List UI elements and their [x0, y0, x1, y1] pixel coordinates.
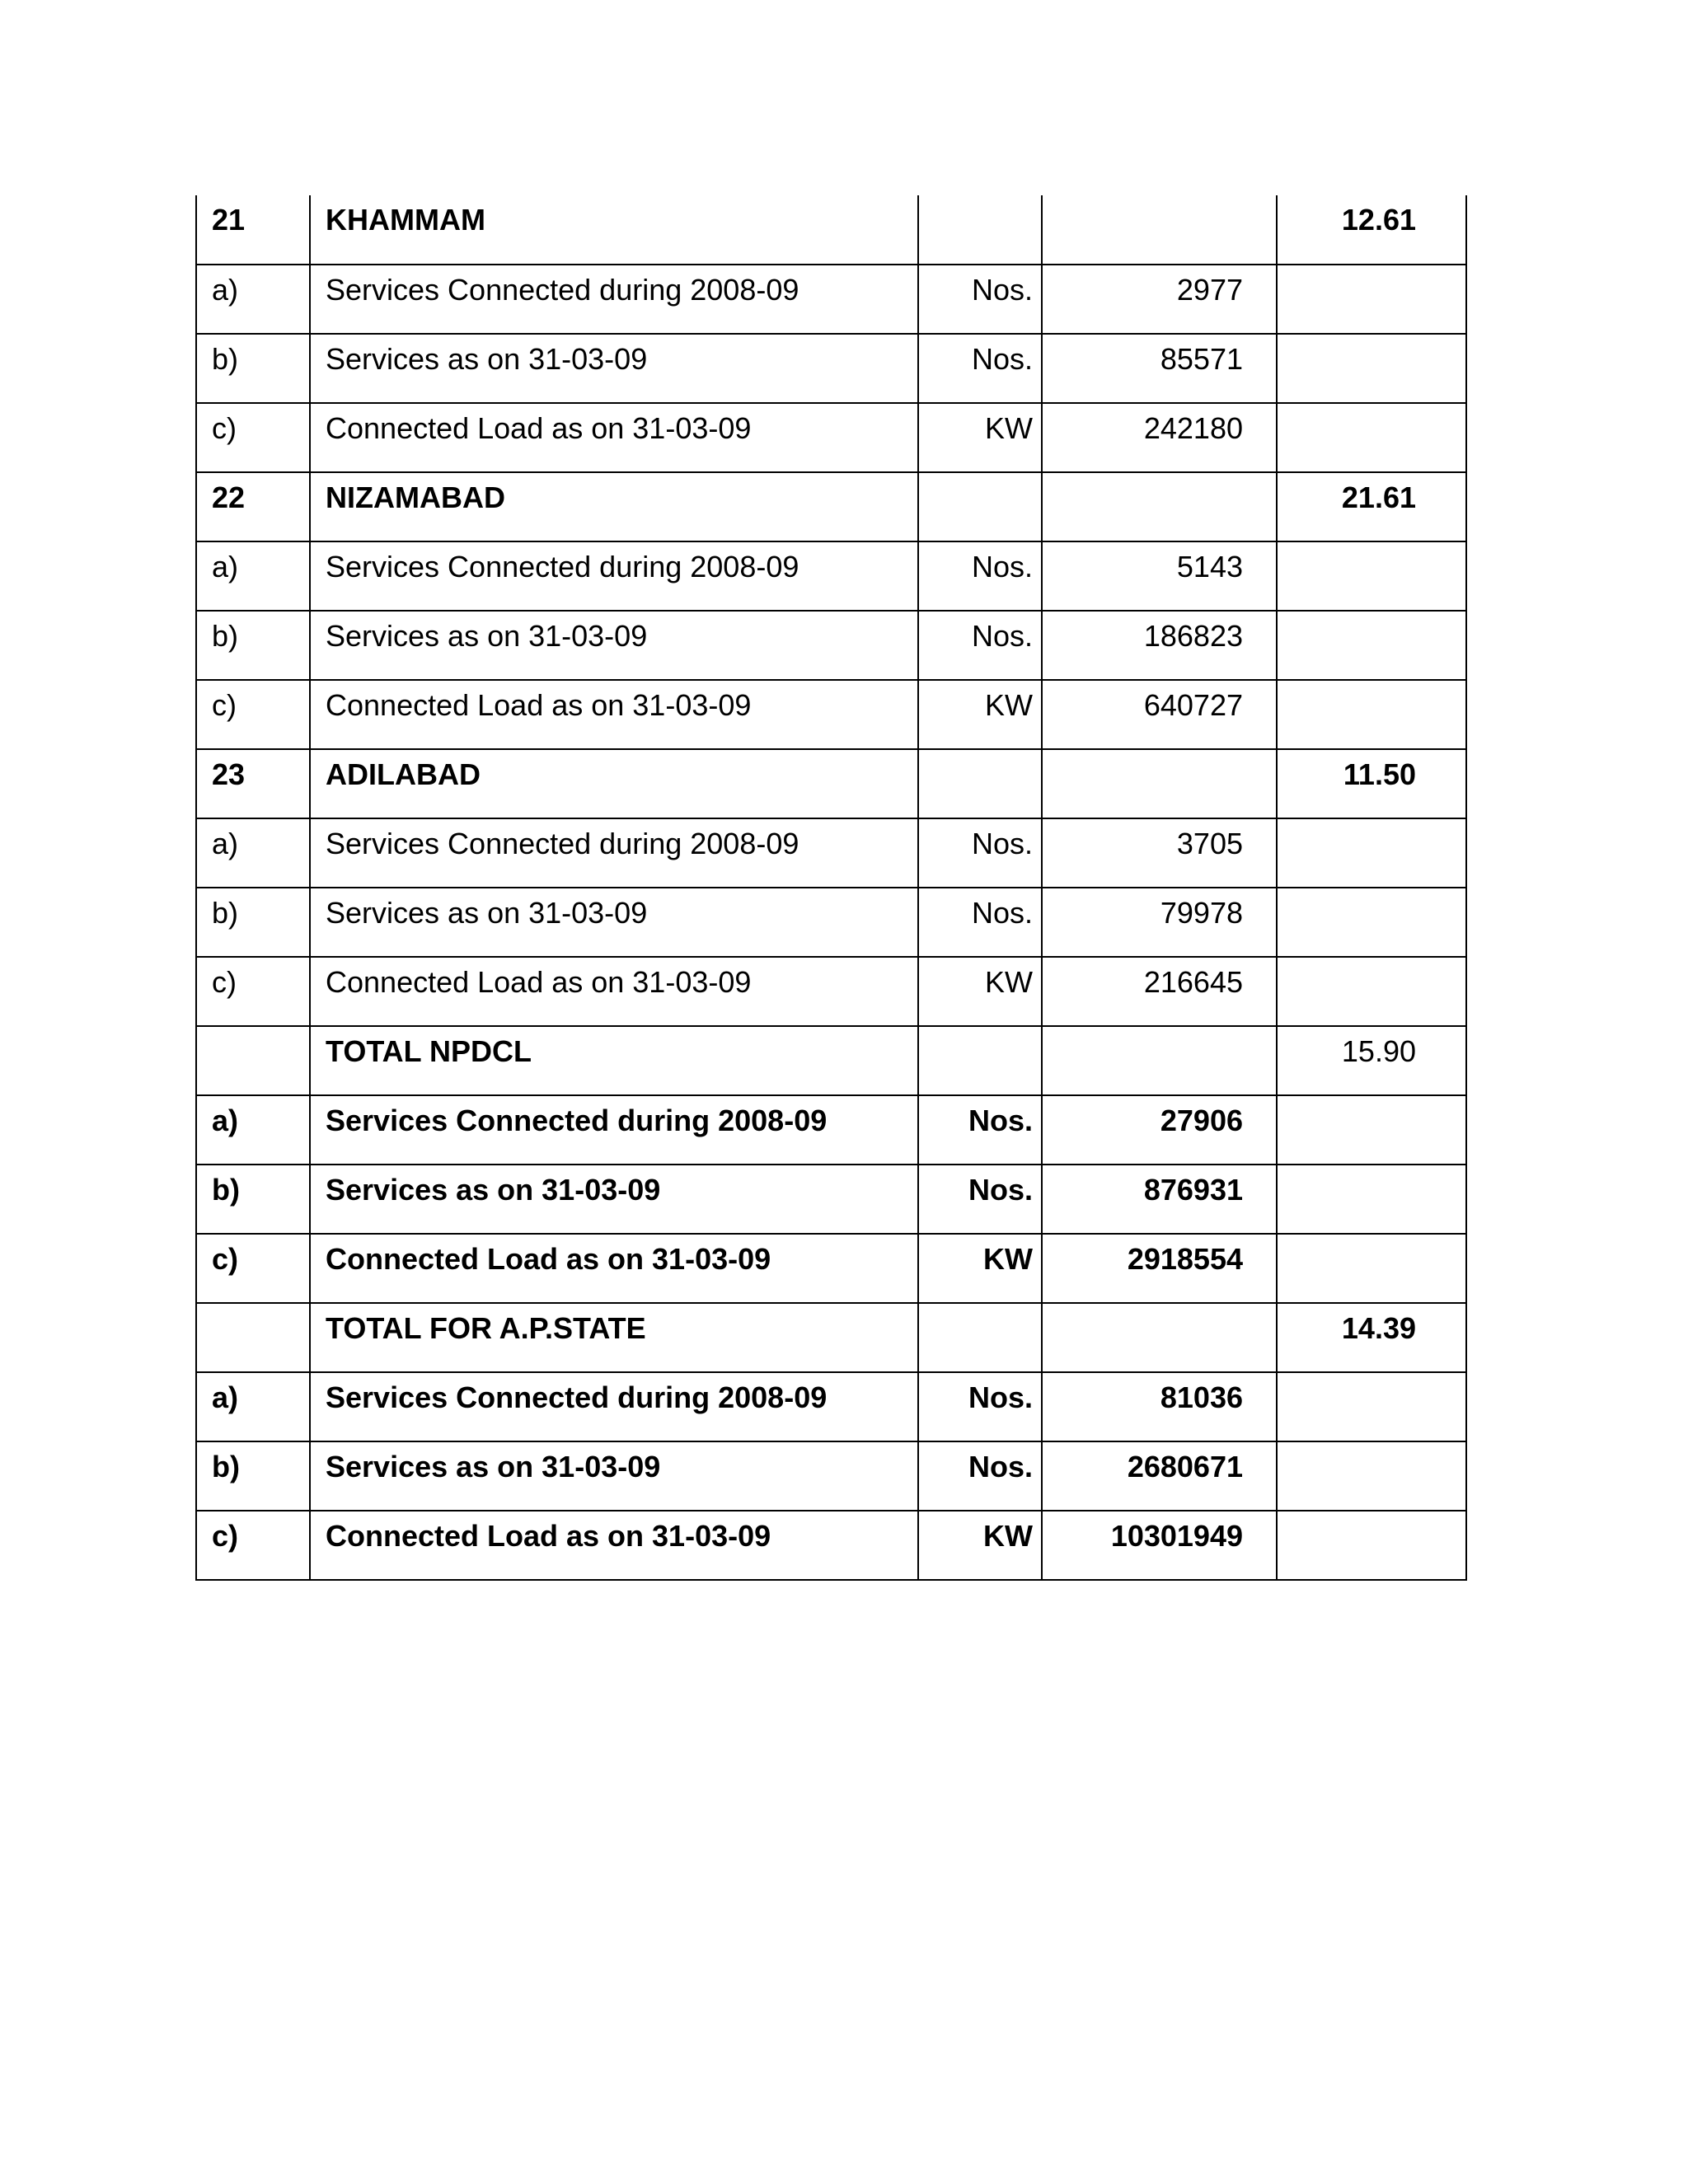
total-label-cell: TOTAL FOR A.P.STATE [310, 1303, 918, 1372]
table-row [196, 1441, 1466, 1511]
description-cell: Connected Load as on 31-03-09 [310, 680, 918, 749]
serial-cell: b) [196, 1441, 310, 1511]
total-row-ap-state [196, 1303, 1466, 1372]
percentage-cell [1277, 1095, 1466, 1165]
percentage-cell [1277, 334, 1466, 403]
value-cell: 216645 [1042, 957, 1277, 1026]
table-row [196, 818, 1466, 888]
percentage-cell [1277, 680, 1466, 749]
serial-cell: c) [196, 1234, 310, 1303]
district-row-khammam [196, 195, 1466, 265]
serial-cell: a) [196, 265, 310, 334]
unit-cell: Nos. [918, 1372, 1042, 1441]
value-cell: 242180 [1042, 403, 1277, 472]
description-cell: Services as on 31-03-09 [310, 334, 918, 403]
unit-cell: Nos. [918, 1095, 1042, 1165]
unit-cell: KW [918, 1511, 1042, 1580]
percentage-cell [1277, 1372, 1466, 1441]
description-cell: Services Connected during 2008-09 [310, 541, 918, 611]
table-row [196, 611, 1466, 680]
value-cell: 3705 [1042, 818, 1277, 888]
description-cell: Services Connected during 2008-09 [310, 1372, 918, 1441]
value-cell: 5143 [1042, 541, 1277, 611]
serial-cell: c) [196, 680, 310, 749]
district-name-cell: ADILABAD [310, 749, 918, 818]
percentage-cell [1277, 888, 1466, 957]
percentage-cell [1277, 1234, 1466, 1303]
percentage-cell [1277, 1165, 1466, 1234]
district-name-cell: NIZAMABAD [310, 472, 918, 541]
value-cell: 186823 [1042, 611, 1277, 680]
percentage-cell [1277, 818, 1466, 888]
percentage-cell: 12.61 [1277, 195, 1466, 265]
total-label-cell: TOTAL NPDCL [310, 1026, 918, 1095]
table-row [196, 1234, 1466, 1303]
percentage-cell [1277, 1511, 1466, 1580]
value-cell [1042, 1026, 1277, 1095]
unit-cell: Nos. [918, 334, 1042, 403]
percentage-cell [1277, 611, 1466, 680]
unit-cell [918, 472, 1042, 541]
serial-cell: b) [196, 888, 310, 957]
table-row [196, 1511, 1466, 1580]
unit-cell [918, 1303, 1042, 1372]
description-cell: Connected Load as on 31-03-09 [310, 403, 918, 472]
district-name-cell: KHAMMAM [310, 195, 918, 265]
table-row [196, 1165, 1466, 1234]
value-cell: 876931 [1042, 1165, 1277, 1234]
serial-cell: 21 [196, 195, 310, 265]
unit-cell: Nos. [918, 611, 1042, 680]
percentage-cell [1277, 1441, 1466, 1511]
serial-cell: a) [196, 818, 310, 888]
table-row [196, 334, 1466, 403]
unit-cell: KW [918, 1234, 1042, 1303]
description-cell: Services Connected during 2008-09 [310, 265, 918, 334]
description-cell: Services as on 31-03-09 [310, 888, 918, 957]
district-row-nizamabad [196, 472, 1466, 541]
unit-cell: KW [918, 680, 1042, 749]
district-services-table [195, 195, 1467, 1581]
value-cell [1042, 195, 1277, 265]
unit-cell [918, 749, 1042, 818]
value-cell: 81036 [1042, 1372, 1277, 1441]
serial-cell: a) [196, 1095, 310, 1165]
description-cell: Services as on 31-03-09 [310, 611, 918, 680]
value-cell: 10301949 [1042, 1511, 1277, 1580]
unit-cell [918, 195, 1042, 265]
table-row [196, 1372, 1466, 1441]
value-cell: 2918554 [1042, 1234, 1277, 1303]
unit-cell: Nos. [918, 888, 1042, 957]
value-cell [1042, 472, 1277, 541]
unit-cell: KW [918, 403, 1042, 472]
value-cell: 2680671 [1042, 1441, 1277, 1511]
unit-cell: Nos. [918, 265, 1042, 334]
description-cell: Services as on 31-03-09 [310, 1165, 918, 1234]
serial-cell: 23 [196, 749, 310, 818]
description-cell: Connected Load as on 31-03-09 [310, 1234, 918, 1303]
description-cell: Services Connected during 2008-09 [310, 818, 918, 888]
serial-cell: c) [196, 403, 310, 472]
total-row-npdcl [196, 1026, 1466, 1095]
percentage-cell: 14.39 [1277, 1303, 1466, 1372]
table-row [196, 403, 1466, 472]
value-cell: 2977 [1042, 265, 1277, 334]
serial-cell: 22 [196, 472, 310, 541]
value-cell: 79978 [1042, 888, 1277, 957]
percentage-cell: 11.50 [1277, 749, 1466, 818]
value-cell: 85571 [1042, 334, 1277, 403]
description-cell: Services Connected during 2008-09 [310, 1095, 918, 1165]
serial-cell: c) [196, 957, 310, 1026]
description-cell: Connected Load as on 31-03-09 [310, 1511, 918, 1580]
percentage-cell [1277, 265, 1466, 334]
unit-cell [918, 1026, 1042, 1095]
serial-cell: a) [196, 541, 310, 611]
serial-cell: c) [196, 1511, 310, 1580]
value-cell: 640727 [1042, 680, 1277, 749]
unit-cell: Nos. [918, 1165, 1042, 1234]
table-row [196, 541, 1466, 611]
percentage-cell [1277, 403, 1466, 472]
serial-cell: b) [196, 1165, 310, 1234]
table-row [196, 888, 1466, 957]
percentage-cell [1277, 541, 1466, 611]
table-row [196, 265, 1466, 334]
description-cell: Services as on 31-03-09 [310, 1441, 918, 1511]
unit-cell: KW [918, 957, 1042, 1026]
serial-cell [196, 1026, 310, 1095]
unit-cell: Nos. [918, 1441, 1042, 1511]
unit-cell: Nos. [918, 818, 1042, 888]
value-cell: 27906 [1042, 1095, 1277, 1165]
value-cell [1042, 1303, 1277, 1372]
description-cell: Connected Load as on 31-03-09 [310, 957, 918, 1026]
district-row-adilabad [196, 749, 1466, 818]
percentage-cell: 15.90 [1277, 1026, 1466, 1095]
table-row [196, 680, 1466, 749]
serial-cell: b) [196, 334, 310, 403]
table-row [196, 1095, 1466, 1165]
value-cell [1042, 749, 1277, 818]
unit-cell: Nos. [918, 541, 1042, 611]
serial-cell: b) [196, 611, 310, 680]
percentage-cell [1277, 957, 1466, 1026]
percentage-cell: 21.61 [1277, 472, 1466, 541]
serial-cell [196, 1303, 310, 1372]
table-row [196, 957, 1466, 1026]
serial-cell: a) [196, 1372, 310, 1441]
